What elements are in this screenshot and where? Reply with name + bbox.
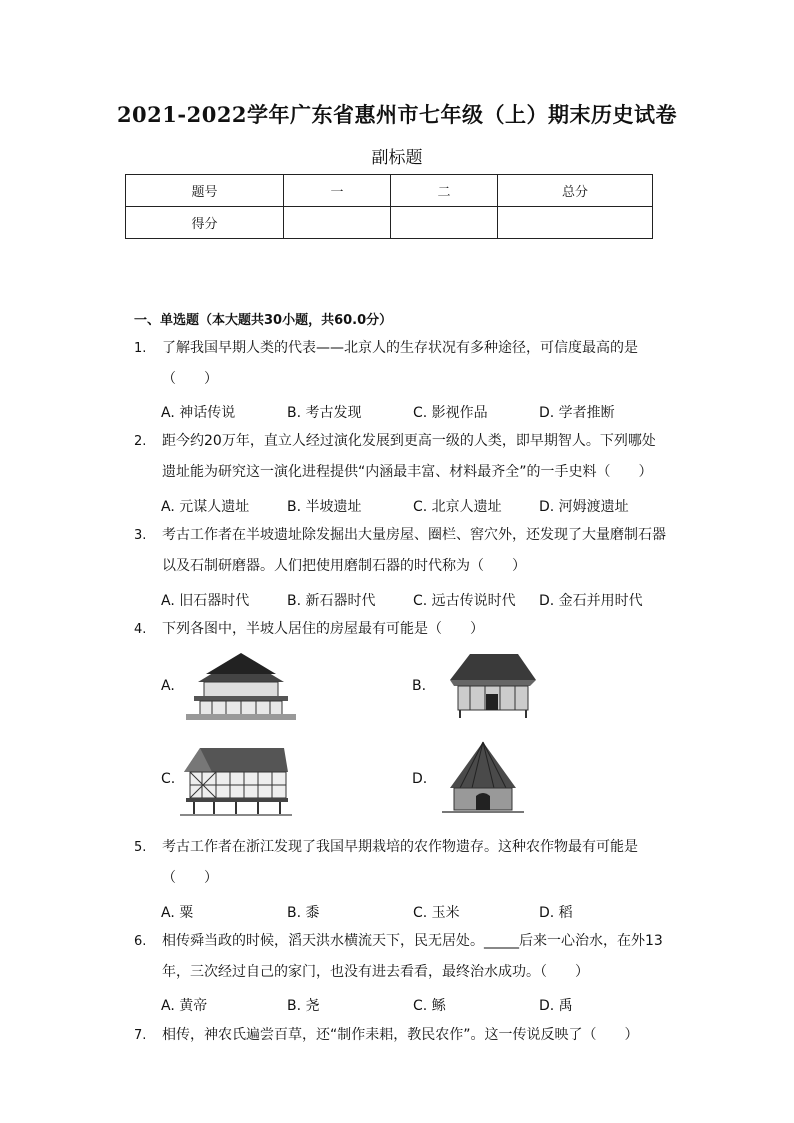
question-stem-line: （ ） xyxy=(162,371,218,387)
option-b[interactable]: B. 考古发现 xyxy=(287,405,362,421)
option-c[interactable]: C. 远古传说时代 xyxy=(413,593,516,609)
exam-subtitle: 副标题 xyxy=(371,148,423,168)
option-b[interactable]: B. 黍 xyxy=(287,905,320,921)
option-d[interactable]: D. 禹 xyxy=(539,998,573,1014)
question-1 xyxy=(134,333,674,395)
score-header-cell: 总分 xyxy=(498,175,653,207)
question-number: 4. xyxy=(134,622,147,637)
question-stem-line: 相传舜当政的时候，滔天洪水横流天下，民无居处。_____后来一心治水，在外13 xyxy=(162,933,663,949)
question-3 xyxy=(134,520,674,582)
question-number: 6. xyxy=(134,934,147,949)
image-option-b-label[interactable]: B. xyxy=(412,678,427,694)
round-thatched-hut-image[interactable] xyxy=(440,738,526,818)
option-b[interactable]: B. 半坡遗址 xyxy=(287,499,362,515)
option-a[interactable]: A. 旧石器时代 xyxy=(161,593,250,609)
exam-title: 2021-2022学年广东省惠州市七年级（上）期末历史试卷 xyxy=(116,102,678,127)
score-input-cell[interactable] xyxy=(284,207,391,239)
question-4 xyxy=(134,614,674,645)
question-stem-line: 考古工作者在半坡遗址除发掘出大量房屋、圈栏、窖穴外，还发现了大量磨制石器 xyxy=(162,527,666,543)
option-c[interactable]: C. 鲧 xyxy=(413,998,446,1014)
score-input-cell[interactable] xyxy=(498,207,653,239)
question-5 xyxy=(134,832,674,894)
question-number: 1. xyxy=(134,341,147,356)
question-number: 3. xyxy=(134,528,147,543)
option-d[interactable]: D. 稻 xyxy=(539,905,573,921)
question-7 xyxy=(134,1020,674,1051)
score-table xyxy=(125,174,653,239)
option-b[interactable]: B. 新石器时代 xyxy=(287,593,376,609)
question-stem-line: 了解我国早期人类的代表——北京人的生存状况有多种途径，可信度最高的是 xyxy=(162,340,638,356)
palace-building-image[interactable] xyxy=(186,650,296,720)
question-stem-line: 遗址能为研究这一演化进程提供“内涵最丰富、材料最齐全”的一手史料（ ） xyxy=(162,464,653,480)
option-a[interactable]: A. 粟 xyxy=(161,905,194,921)
score-header-cell: 题号 xyxy=(126,175,284,207)
question-stem-line: 下列各图中，半坡人居住的房屋最有可能是（ ） xyxy=(162,621,484,637)
question-stem-line: （ ） xyxy=(162,870,218,886)
image-option-a-label[interactable]: A. xyxy=(161,678,175,694)
stilt-house-image[interactable] xyxy=(180,742,292,817)
question-stem-line: 年，三次经过自己的家门，也没有进去看看，最终治水成功。（ ） xyxy=(162,964,589,980)
score-input-cell[interactable] xyxy=(391,207,498,239)
question-number: 2. xyxy=(134,434,147,449)
image-option-c-label[interactable]: C. xyxy=(161,771,176,787)
option-d[interactable]: D. 学者推断 xyxy=(539,405,615,421)
question-number: 7. xyxy=(134,1028,147,1043)
square-hut-image[interactable] xyxy=(440,650,540,720)
score-table-score-row xyxy=(126,207,653,239)
score-row-label: 得分 xyxy=(126,207,284,239)
question-6 xyxy=(134,926,674,988)
question-stem-line: 相传，神农氏遍尝百草，还“制作耒耜，教民农作”。这一传说反映了（ ） xyxy=(162,1027,639,1043)
image-option-d-label[interactable]: D. xyxy=(412,771,428,787)
question-number: 5. xyxy=(134,840,147,855)
question-stem-line: 以及石制研磨器。人们把使用磨制石器的时代称为（ ） xyxy=(162,558,526,574)
section-heading: 一、单选题（本大题共30小题，共60.0分） xyxy=(134,313,393,328)
option-a[interactable]: A. 神话传说 xyxy=(161,405,236,421)
option-c[interactable]: C. 影视作品 xyxy=(413,405,488,421)
option-c[interactable]: C. 玉米 xyxy=(413,905,460,921)
option-a[interactable]: A. 元谋人遗址 xyxy=(161,499,250,515)
question-stem-line: 距今约20万年，直立人经过演化发展到更高一级的人类，即早期智人。下列哪处 xyxy=(162,433,656,449)
option-d[interactable]: D. 金石并用时代 xyxy=(539,593,643,609)
option-c[interactable]: C. 北京人遗址 xyxy=(413,499,502,515)
score-table-header-row xyxy=(126,175,653,207)
score-header-cell: 一 xyxy=(284,175,391,207)
question-2 xyxy=(134,426,674,488)
option-a[interactable]: A. 黄帝 xyxy=(161,998,208,1014)
option-b[interactable]: B. 尧 xyxy=(287,998,320,1014)
score-header-cell: 二 xyxy=(391,175,498,207)
option-d[interactable]: D. 河姆渡遗址 xyxy=(539,499,629,515)
question-stem-line: 考古工作者在浙江发现了我国早期栽培的农作物遗存。这种农作物最有可能是 xyxy=(162,839,638,855)
